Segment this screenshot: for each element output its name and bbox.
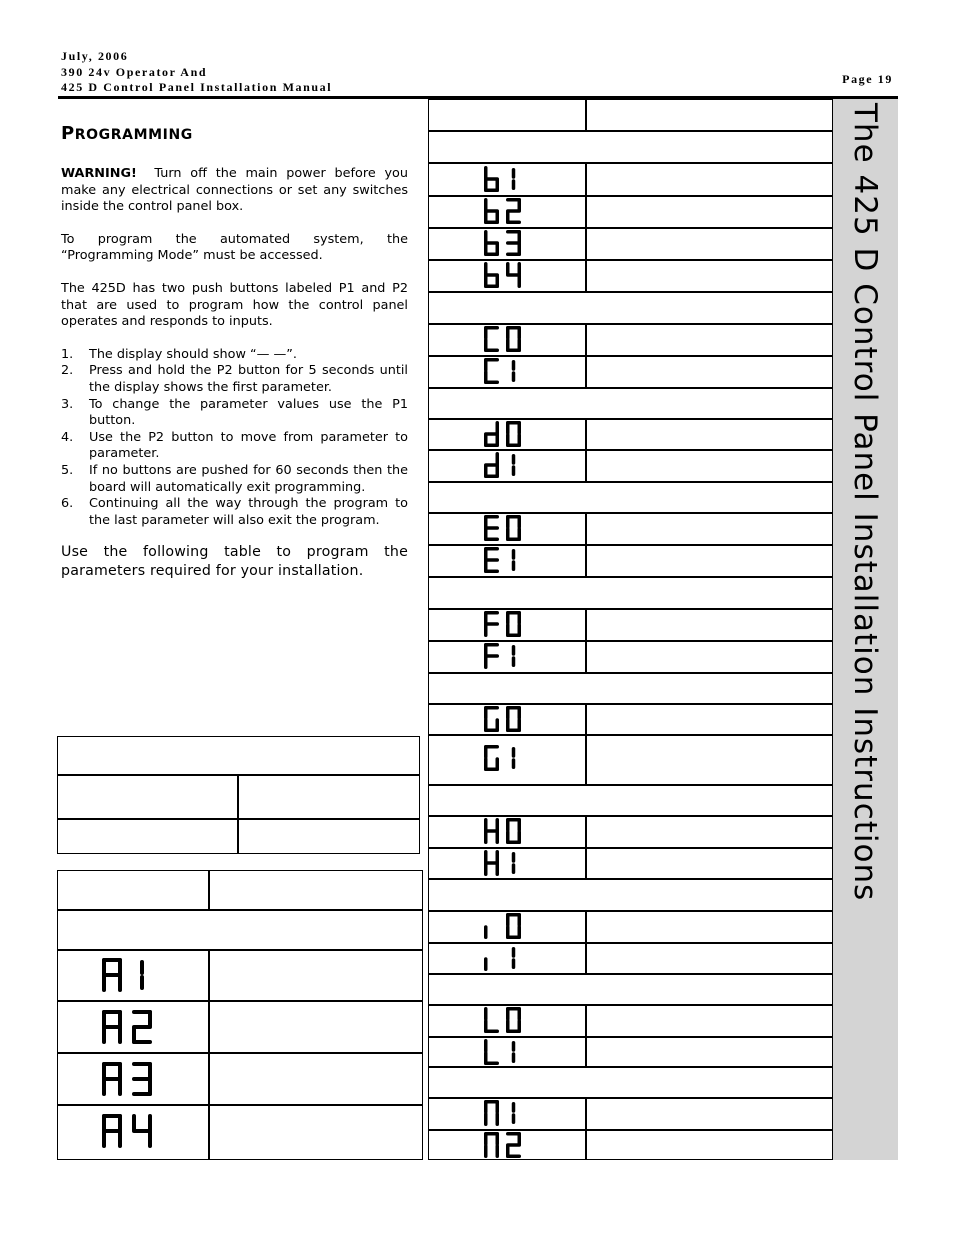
table-rule	[428, 259, 833, 261]
parameter-code	[484, 1132, 521, 1158]
table-rule	[428, 1097, 833, 1099]
header-date: July, 2006	[61, 49, 129, 63]
header-product: 390 24v Operator And	[61, 64, 208, 79]
table-rule	[57, 909, 423, 911]
table-rule	[237, 774, 239, 854]
table-rule	[585, 195, 587, 227]
list-item: 3. To change the parameter values use the P1 button.	[61, 396, 408, 429]
parameter-code	[102, 1010, 152, 1044]
table-intro-paragraph: Use the following table to program the parameters required for your installation.	[61, 544, 408, 580]
table-rule	[428, 481, 833, 483]
table-rule	[208, 870, 210, 910]
table-rule	[57, 1000, 423, 1002]
parameter-code	[484, 850, 521, 876]
table-rule	[428, 672, 833, 674]
table-rule	[585, 847, 587, 878]
table-rule	[428, 910, 833, 912]
table-rule	[585, 227, 587, 259]
table-rule	[585, 1129, 587, 1160]
table-rule	[428, 815, 833, 817]
warning-text: Turn off the main power before you make any electrical connections or set any switches inside the control panel box.	[61, 166, 408, 215]
list-item: 1. The display should show “— —”.	[61, 346, 297, 362]
parameter-code	[484, 452, 521, 478]
parameter-code	[102, 958, 152, 992]
buttons-paragraph: The 425D has two push buttons labeled P1 and P2 that are used to program how the control panel operates and responds to inputs.	[61, 280, 408, 330]
table-rule	[585, 259, 587, 291]
warning-label: WARNING!	[61, 166, 137, 181]
table-rule	[585, 640, 587, 672]
table-rule	[428, 942, 833, 944]
table-rule	[428, 703, 833, 705]
table-rule	[428, 973, 833, 975]
parameter-code	[484, 945, 521, 971]
table-rule	[428, 449, 833, 451]
header-manual: 425 D Control Panel Installation Manual	[61, 80, 333, 94]
parameter-code	[102, 1114, 152, 1148]
programming-section	[61, 118, 408, 581]
table-rule	[428, 544, 833, 546]
table-rule	[585, 449, 587, 481]
section-title-initial: P	[61, 123, 75, 144]
table-rule	[428, 878, 833, 880]
table-rule	[208, 949, 210, 1160]
parameter-code	[484, 1007, 521, 1033]
parameter-code	[484, 230, 521, 256]
table-rule	[585, 734, 587, 784]
parameter-code	[484, 421, 521, 447]
table-rule	[585, 544, 587, 576]
empty-info-table	[57, 736, 420, 854]
parameter-code	[484, 262, 521, 288]
table-rule	[428, 227, 833, 229]
section-title-rest: ROGRAMMING	[74, 127, 193, 143]
table-rule	[428, 355, 833, 357]
table-rule	[57, 949, 423, 951]
list-item: 4. Use the P2 button to move from parameter to parameter.	[61, 429, 408, 462]
parameter-code	[484, 611, 521, 637]
parameter-code	[484, 515, 521, 541]
sidebar-band	[833, 99, 898, 1160]
table-rule	[585, 703, 587, 734]
table-rule	[585, 1097, 587, 1129]
table-rule	[428, 1129, 833, 1131]
table-rule	[428, 130, 833, 132]
table-rule	[428, 608, 833, 610]
table-rule	[428, 1066, 833, 1068]
table-rule	[428, 1036, 833, 1038]
warning-paragraph	[61, 166, 408, 216]
table-rule	[585, 608, 587, 640]
parameter-code	[484, 913, 521, 939]
table-rule	[57, 1104, 423, 1106]
parameter-code	[484, 706, 521, 732]
table-rule	[428, 1004, 833, 1006]
table-rule	[585, 512, 587, 544]
table-rule	[585, 323, 587, 355]
table-rule	[585, 942, 587, 973]
parameter-code	[484, 198, 521, 224]
list-item: 5. If no buttons are pushed for 60 seconds then the board will automatically exit programming.	[61, 462, 408, 495]
page-number: Page 19	[842, 72, 893, 86]
parameter-code	[484, 818, 521, 844]
table-rule	[428, 162, 833, 164]
table-rule	[57, 818, 420, 820]
table-rule	[428, 291, 833, 293]
table-rule	[428, 387, 833, 389]
parameter-code	[484, 1100, 521, 1126]
table-rule	[585, 99, 587, 131]
table-rule	[428, 512, 833, 514]
table-rule	[57, 1052, 423, 1054]
parameter-code	[484, 166, 521, 192]
table-rule	[585, 815, 587, 847]
table-rule	[585, 355, 587, 387]
table-rule	[428, 323, 833, 325]
table-rule	[57, 774, 420, 776]
parameter-code	[102, 1062, 152, 1096]
table-rule	[428, 195, 833, 197]
table-rule	[428, 640, 833, 642]
table-rule	[585, 1036, 587, 1066]
parameter-code	[484, 547, 521, 573]
section-title	[61, 123, 408, 144]
parameter-code	[484, 326, 521, 352]
table-rule	[585, 1004, 587, 1036]
parameter-code	[484, 745, 521, 771]
table-rule	[585, 418, 587, 449]
steps-list	[61, 347, 408, 530]
list-item: 6. Continuing all the way through the program to the last parameter will also exit the program.	[61, 496, 408, 528]
table-rule	[428, 418, 833, 420]
access-paragraph: To program the automated system, the “Programming Mode” must be accessed.	[61, 231, 408, 264]
table-rule	[428, 784, 833, 786]
header-text	[61, 49, 332, 96]
parameter-code	[484, 1039, 521, 1065]
sidebar-title: The 425 D Control Panel Installation Instructions	[847, 103, 884, 902]
table-rule	[585, 910, 587, 942]
parameter-code	[484, 643, 521, 669]
table-rule	[428, 734, 833, 736]
parameter-code	[484, 358, 521, 384]
table-rule	[428, 576, 833, 578]
list-item: 2. Press and hold the P2 button for 5 seconds until the display shows the first parameter.	[61, 363, 408, 395]
table-rule	[585, 162, 587, 195]
table-rule	[428, 847, 833, 849]
